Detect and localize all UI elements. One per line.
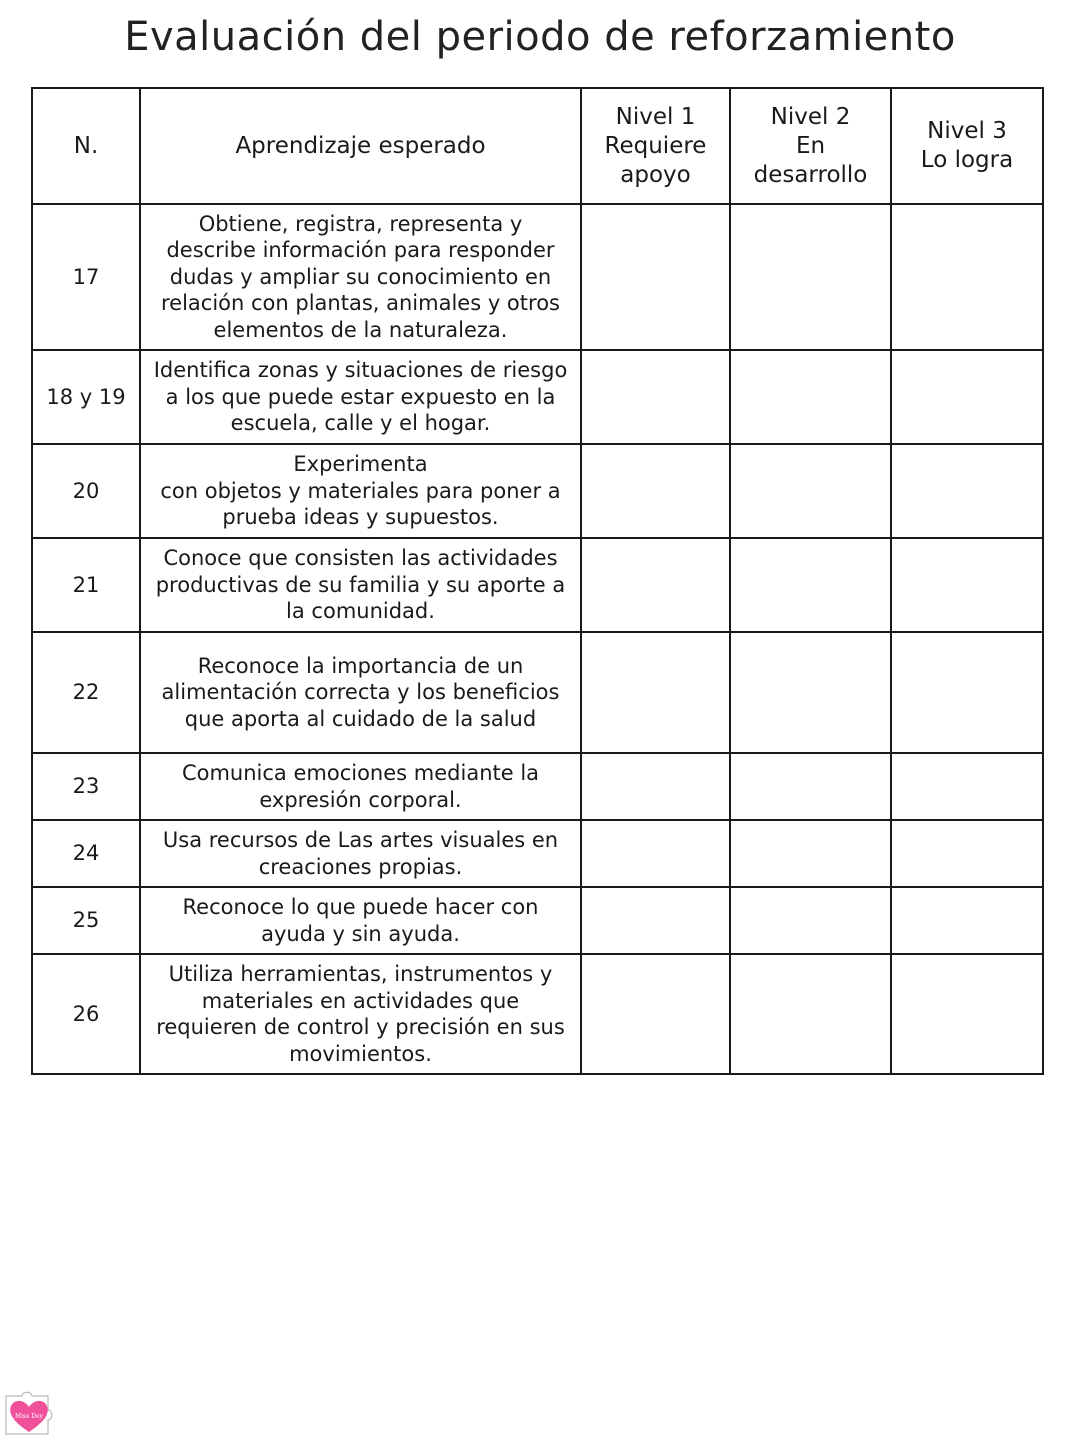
row-expected-learning: Utiliza herramientas, instrumentos y materiales en actividades que requieren de control y precisión en sus movimientos. [140,954,581,1074]
level-3-cell[interactable] [891,632,1043,753]
row-expected-learning: Identifica zonas y situaciones de riesgo a los que puede estar expuesto en la escuela, calle y el hogar. [140,350,581,444]
level-3-cell[interactable] [891,538,1043,632]
level-3-cell[interactable] [891,204,1043,350]
row-expected-learning: Reconoce lo que puede hacer con ayuda y sin ayuda. [140,887,581,954]
row-expected-learning: Usa recursos de Las artes visuales en creaciones propias. [140,820,581,887]
level-1-cell[interactable] [581,632,730,753]
logo-text: Miss Dey [15,1413,43,1420]
level-2-cell[interactable] [730,350,891,444]
row-expected-learning: Conoce que consisten las actividades productivas de su familia y su aporte a la comunidad. [140,538,581,632]
row-expected-learning: Reconoce la importancia de un alimentación correcta y los beneficios que aporta al cuidado de la salud [140,632,581,753]
header-expected-learning: Aprendizaje esperado [140,88,581,204]
level-2-cell[interactable] [730,538,891,632]
level-1-cell[interactable] [581,444,730,538]
row-number: 24 [32,820,140,887]
header-level-3: Nivel 3 Lo logra [891,88,1043,204]
level-3-cell[interactable] [891,954,1043,1074]
table-row [32,350,1043,444]
header-level-2: Nivel 2 En desarrollo [730,88,891,204]
table-row [32,538,1043,632]
level-2-cell[interactable] [730,820,891,887]
page-title: Evaluación del periodo de reforzamiento [124,14,956,60]
row-number: 23 [32,753,140,820]
level-1-cell[interactable] [581,954,730,1074]
level-3-cell[interactable] [891,887,1043,954]
row-expected-learning: Obtiene, registra, representa y describe información para responder dudas y ampliar su conocimiento en relación con plantas, animales y otros elementos de la naturaleza. [140,204,581,350]
row-expected-learning: Comunica emociones mediante la expresión corporal. [140,753,581,820]
level-3-cell[interactable] [891,350,1043,444]
level-2-cell[interactable] [730,444,891,538]
level-3-cell[interactable] [891,753,1043,820]
header-number: N. [32,88,140,204]
level-2-cell[interactable] [730,954,891,1074]
level-2-cell[interactable] [730,632,891,753]
level-1-cell[interactable] [581,820,730,887]
level-3-cell[interactable] [891,444,1043,538]
level-2-cell[interactable] [730,204,891,350]
row-number: 18 y 19 [32,350,140,444]
row-number: 21 [32,538,140,632]
row-expected-learning: Experimenta con objetos y materiales para poner a prueba ideas y supuestos. [140,444,581,538]
row-number: 17 [32,204,140,350]
level-1-cell[interactable] [581,350,730,444]
row-number: 20 [32,444,140,538]
table-row [32,632,1043,753]
evaluation-table [31,87,1044,1075]
level-1-cell[interactable] [581,538,730,632]
table-row [32,444,1043,538]
level-3-cell[interactable] [891,820,1043,887]
header-level-1: Nivel 1 Requiere apoyo [581,88,730,204]
level-1-cell[interactable] [581,887,730,954]
table-row [32,954,1043,1074]
row-number: 25 [32,887,140,954]
row-number: 26 [32,954,140,1074]
level-1-cell[interactable] [581,204,730,350]
level-2-cell[interactable] [730,887,891,954]
level-1-cell[interactable] [581,753,730,820]
level-2-cell[interactable] [730,753,891,820]
heart-puzzle-logo-icon [2,1388,56,1438]
table-row [32,820,1043,887]
table-row [32,204,1043,350]
header-row [32,88,1043,204]
table-row [32,887,1043,954]
table-row [32,753,1043,820]
row-number: 22 [32,632,140,753]
